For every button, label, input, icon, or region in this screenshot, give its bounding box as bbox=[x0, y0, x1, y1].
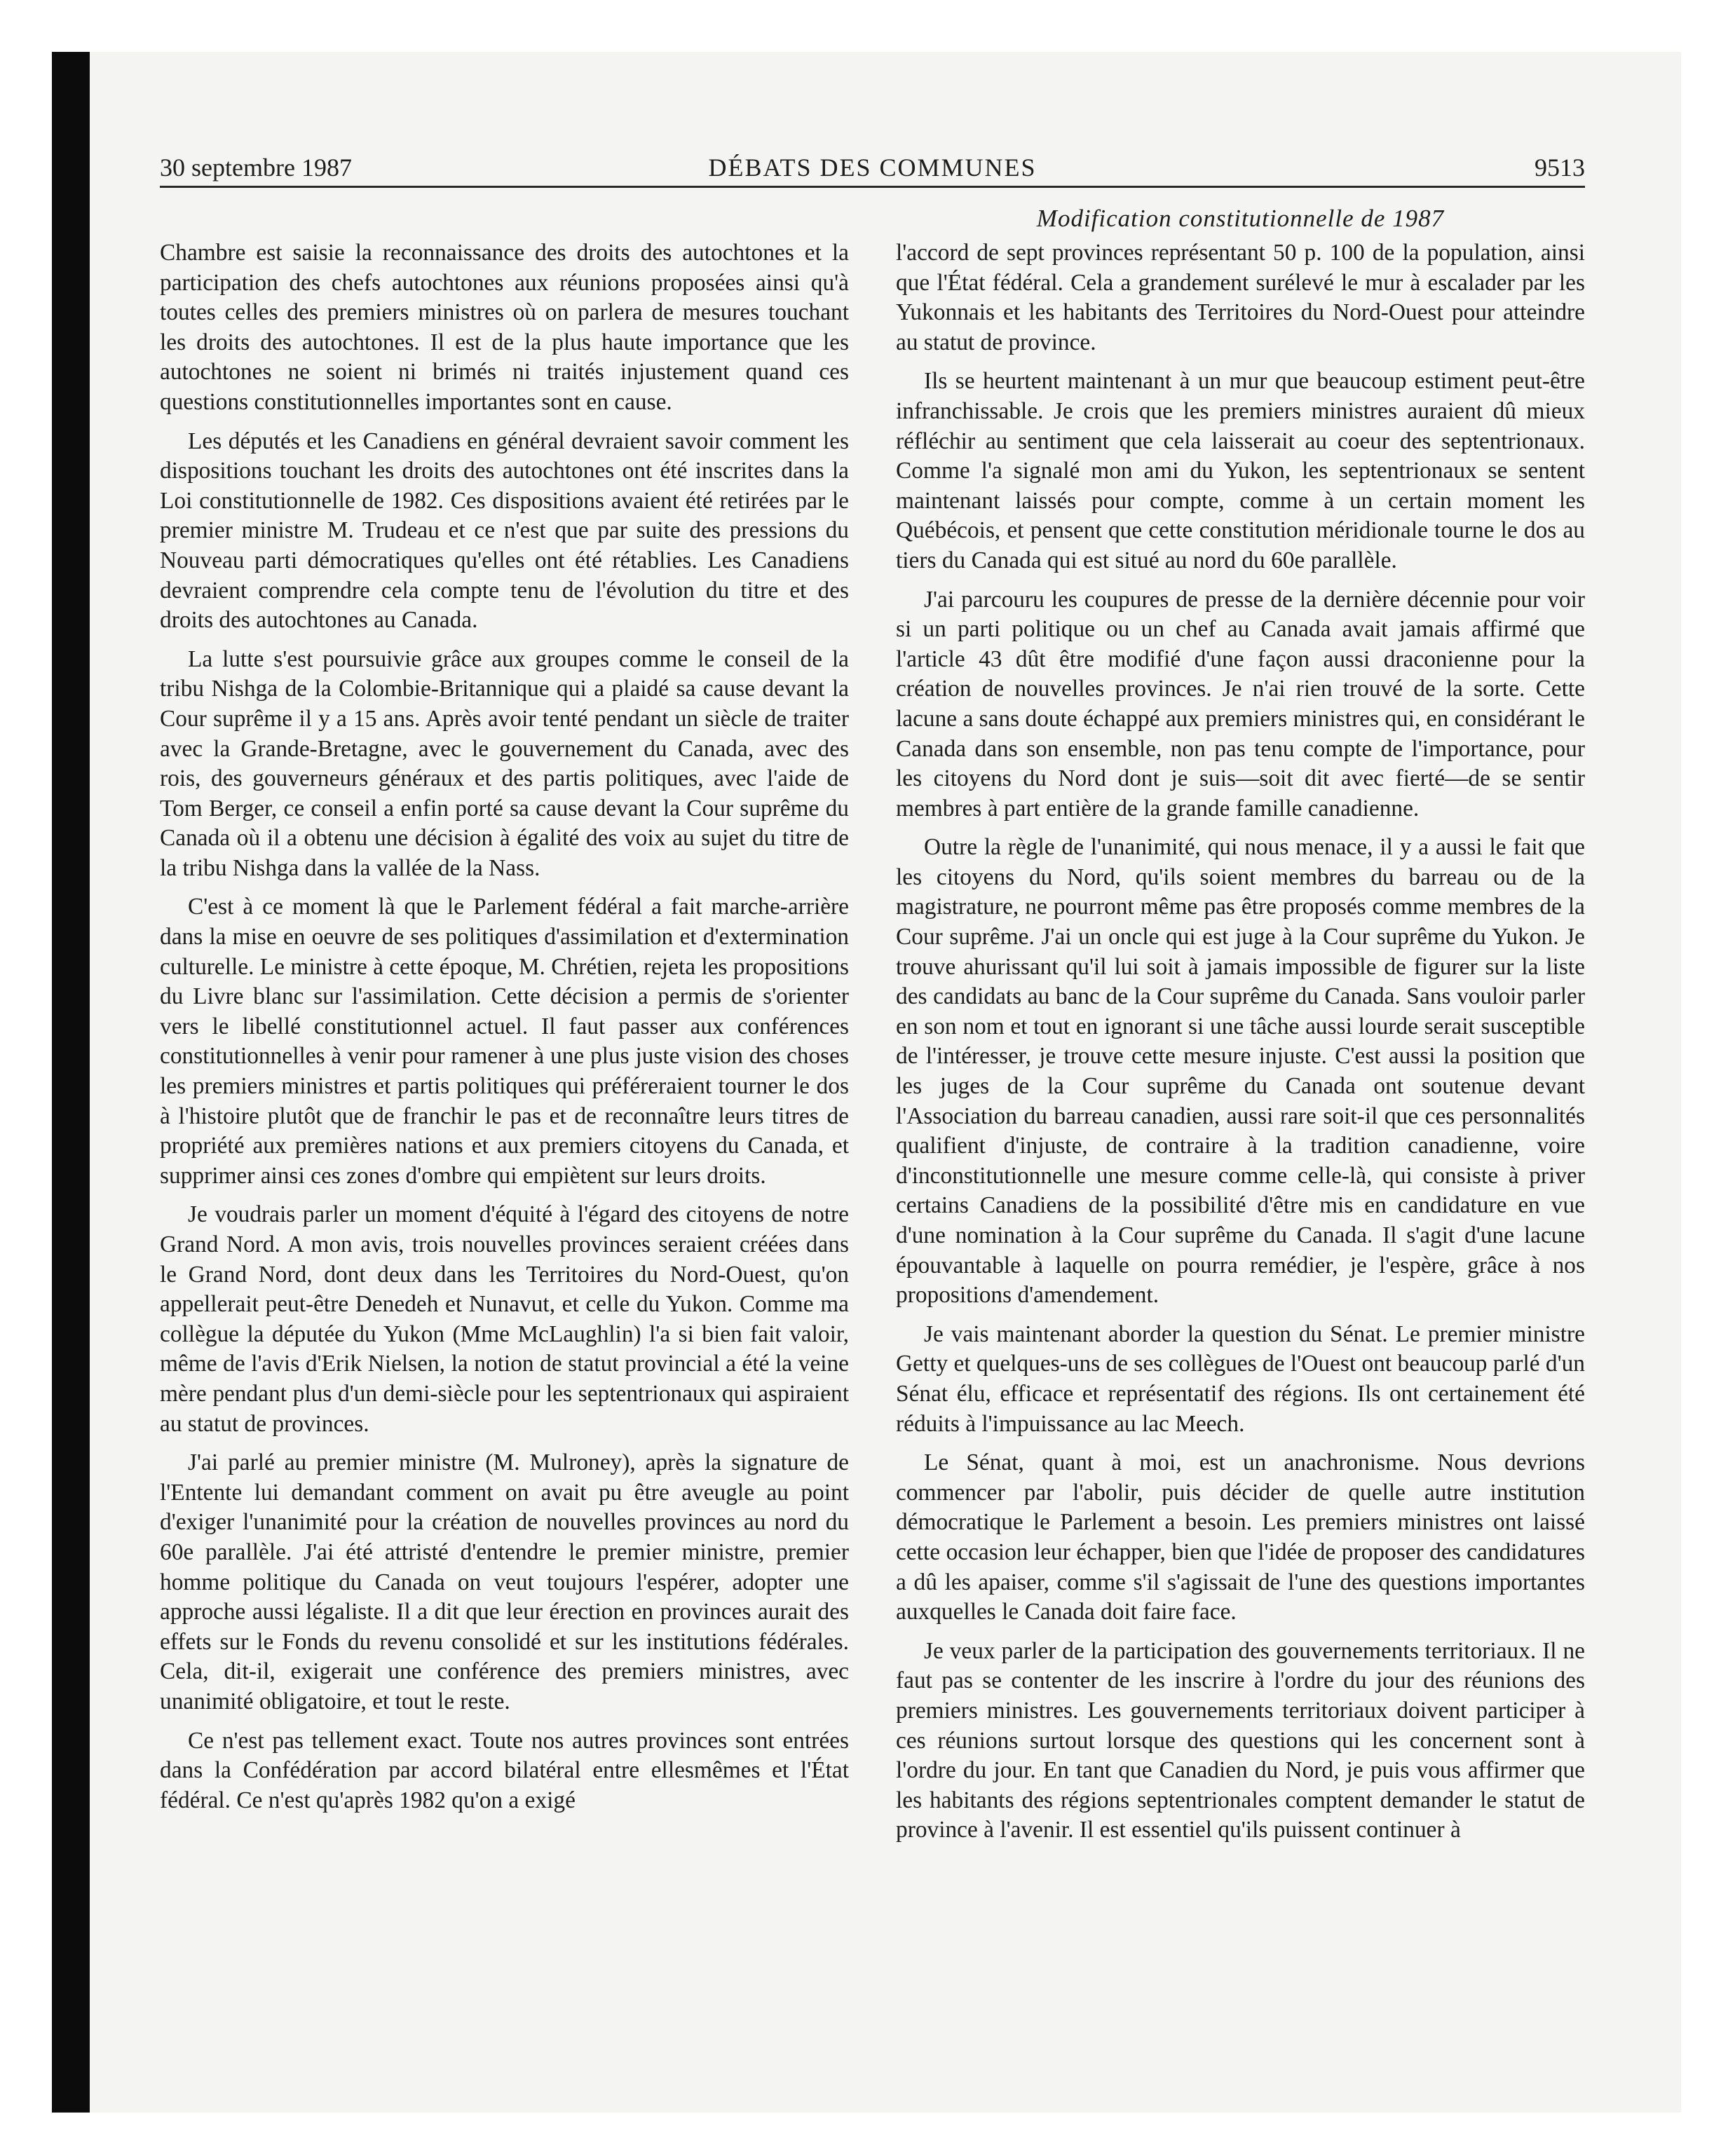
section-heading: Modification constitutionnelle de 1987 bbox=[1036, 205, 1445, 232]
paragraph: l'accord de sept provinces représentant 50 p. 100 de la population, ainsi que l'État fédéral. Cela a grandement surélevé le mur à escalader par les Yukonnais et les habitants des Territoires du Nord-Ouest pour atteindre au statut de province. bbox=[896, 240, 1585, 355]
paragraph: C'est à ce moment là que le Parlement fédéral a fait marche-arrière dans la mise en oeuvre de ses politiques d'assimilation et d'extermination culturelle. Le ministre à cette époque, M. Chrétien, rejeta les propositions du Livre blanc sur l'assimilation. Cette décision a permis de s'orienter vers le libellé constitutionnel actuel. Il faut passer aux conférences constitutionnelles à venir pour ramener à une plus juste vision des choses les premiers ministres et partis politiques qui préféreraient tourner le dos à l'histoire plutôt que de franchir le pas et de reconnaître leurs titres de propriété aux premières nations et aux premiers citoyens du Canada, et supprimer ainsi ces zones d'ombre qui empiètent sur leurs droits. bbox=[160, 894, 849, 1189]
scan-edge bbox=[52, 52, 90, 2113]
left-column bbox=[160, 238, 849, 1824]
paragraph: Les députés et les Canadiens en général devraient savoir comment les dispositions touchant les droits des autochtones ont été inscrites dans la Loi constitutionnelle de 1982. Ces dispositions avaient été retirées par le premier ministre M. Trudeau et ce n'est que par suite des pressions du Nouveau parti démocratiques qu'elles ont été rétablies. Les Canadiens devraient comprendre cela compte tenu de l'évolution du titre et des droits des autochtones au Canada. bbox=[160, 428, 849, 634]
header-title: DÉBATS DES COMMUNES bbox=[708, 153, 1037, 182]
paragraph: Chambre est saisie la reconnaissance des droits des autochtones et la participation des chefs autochtones aux réunions proposées ainsi qu'à toutes celles des premiers ministres où on parlera de mesures touchant les droits des autochtones. Il est de la plus haute importance que les autochtones ne soient ni brimés ni traités injustement quand ces questions constitutionnelles importantes sont en cause. bbox=[160, 240, 849, 415]
paragraph: J'ai parlé au premier ministre (M. Mulroney), après la signature de l'Entente lui demandant comment on avait pu être aveugle au point d'exiger l'unanimité pour la création de nouvelles provinces au nord du 60e parallèle. J'ai été attristé d'entendre le premier ministre, premier homme politique du Canada on veut toujours l'espérer, adopter une approche aussi légaliste. Il a dit que leur érection en provinces aurait des effets sur le Fonds du revenu consolidé et sur les institutions fédérales. Cela, dit-il, exigerait une conférence des premiers ministres, avec unanimité obligatoire, et tout le reste. bbox=[160, 1449, 849, 1714]
header-date: 30 septembre 1987 bbox=[160, 153, 352, 182]
paragraph: Ce n'est pas tellement exact. Toute nos autres provinces sont entrées dans la Confédération par accord bilatéral entre ellesmêmes et l'État fédéral. Ce n'est qu'après 1982 qu'on a exigé bbox=[160, 1727, 849, 1813]
paragraph: Je veux parler de la participation des gouvernements territoriaux. Il ne faut pas se contenter de les inscrire à l'ordre du jour des réunions des premiers ministres. Les gouvernements territoriaux doivent participer à ces réunions surtout lorsque des questions qui les concernent sont à l'ordre du jour. En tant que Canadien du Nord, je puis vous affirmer que les habitants des régions septentrionales comptent demander le statut de province à l'avenir. Il est essentiel qu'ils puissent continuer à bbox=[896, 1637, 1585, 1843]
header-page-number: 9513 bbox=[1535, 153, 1585, 182]
paragraph: Je vais maintenant aborder la question du Sénat. Le premier ministre Getty et quelques-uns de ses collègues de l'Ouest ont beaucoup parlé d'un Sénat élu, efficace et représentatif des régions. Ils ont certainement été réduits à l'impuissance au lac Meech. bbox=[896, 1321, 1585, 1437]
paragraph: Ils se heurtent maintenant à un mur que beaucoup estiment peut-être infranchissable. Je crois que les premiers ministres auraient dû mieux réfléchir au sentiment que cela laisserait au coeur des septentrionaux. Comme l'a signalé mon ami du Yukon, les septentrionaux se sentent maintenant laissés pour compte, comme à un certain moment les Québécois, et pensent que cette constitution méridionale tourne le dos au tiers du Canada qui est situé au nord du 60e parallèle. bbox=[896, 368, 1585, 573]
paragraph: J'ai parcouru les coupures de presse de la dernière décennie pour voir si un parti politique ou un chef au Canada avait jamais affirmé que l'article 43 dût être modifié d'une façon aussi draconienne pour la création de nouvelles provinces. Je n'ai rien trouvé de la sorte. Cette lacune a sans doute échappé aux premiers ministres qui, en considérant le Canada dans son ensemble, non pas tenu compte de l'importance, pour les citoyens du Nord dont je suis—soit dit avec fierté—de se sentir membres à part entière de la grande famille canadienne. bbox=[896, 586, 1585, 821]
paragraph: Je voudrais parler un moment d'équité à l'égard des citoyens de notre Grand Nord. A mon avis, trois nouvelles provinces seraient créées dans le Grand Nord, dont deux dans les Territoires du Nord-Ouest, qu'on appellerait peut-être Denedeh et Nunavut, et celle du Yukon. Comme ma collègue la députée du Yukon (Mme McLaughlin) l'a si bien fait valoir, même de l'avis d'Erik Nielsen, la notion de statut provincial a été la veine mère pendant plus d'un demi-siècle pour les septentrionaux qui aspiraient au statut de provinces. bbox=[160, 1201, 849, 1437]
page-header bbox=[160, 149, 1585, 188]
paragraph: La lutte s'est poursuivie grâce aux groupes comme le conseil de la tribu Nishga de la Colombie-Britannique qui a plaidé sa cause devant la Cour suprême il y a 15 ans. Après avoir tenté pendant un siècle de traiter avec la Grande-Bretagne, avec le gouvernement du Canada, avec des rois, des gouverneurs généraux et des partis politiques, avec l'aide de Tom Berger, ce conseil a enfin porté sa cause devant la Cour suprême du Canada où il a obtenu une décision à égalité des voix au sujet du titre de la tribu Nishga dans la vallée de la Nass. bbox=[160, 646, 849, 881]
paragraph: Le Sénat, quant à moi, est un anachronisme. Nous devrions commencer par l'abolir, puis décider de quelle autre institution démocratique le Parlement a besoin. Les premiers ministres ont laissé cette occasion leur échapper, bien que l'idée de proposer des candidatures a dû les apaiser, comme s'il s'agissait de l'une des questions importantes auxquelles le Canada doit faire face. bbox=[896, 1449, 1585, 1625]
right-column bbox=[896, 238, 1585, 1855]
paragraph: Outre la règle de l'unanimité, qui nous menace, il y a aussi le fait que les citoyens du Nord, qu'ils soient membres du barreau ou de la magistrature, ne pourront même pas être proposés comme membres de la Cour suprême. J'ai un oncle qui est juge à la Cour suprême du Yukon. Je trouve ahurissant qu'il lui soit à jamais impossible de figurer sur la liste des candidats au banc de la Cour suprême du Canada. Sans vouloir parler en son nom et tout en ignorant si une tâche aussi lourde serait susceptible de l'intéresser, je trouve cette mesure injuste. C'est aussi la position que les juges de la Cour suprême du Canada ont soutenue devant l'Association du barreau canadien, aussi rare soit-il que ces personnalités qualifient d'injuste, de contraire à la tradition canadienne, voire d'inconstitutionnelle une mesure comme celle-là, qui consiste à priver certains Canadiens de la possibilité d'être mis en candidature en vue d'une nomination à la Cour suprême du Canada. Il s'agit d'une lacune épouvantable à laquelle on pourra remédier, je l'espère, grâce à nos propositions d'amendement. bbox=[896, 834, 1585, 1309]
